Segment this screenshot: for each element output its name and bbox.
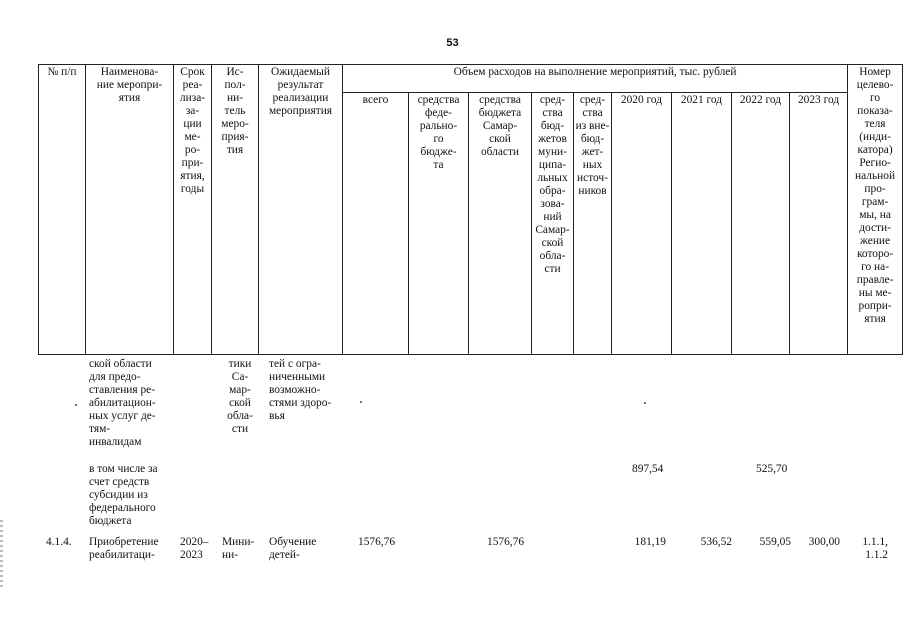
table-header bbox=[38, 64, 903, 355]
row-executor: Мини- ни- bbox=[222, 536, 255, 561]
subsidy-row-2020: 897,54 bbox=[632, 463, 664, 475]
header-term: Срок реа- лиза- за- ции ме- ро- при- ятия, годы bbox=[174, 65, 212, 355]
scan-speck bbox=[644, 402, 646, 404]
header-total: всего bbox=[343, 93, 409, 355]
header-municipal: сред- ства бюд- жетов муни- ципа- льных обра- зова- ний Самар- ской обла- сти bbox=[532, 93, 574, 355]
header-2022: 2022 год bbox=[732, 93, 790, 355]
header-regional: средства бюджета Самар- ской области bbox=[469, 93, 532, 355]
continuation-executor: тики Са- мар- ской обла- сти bbox=[227, 358, 253, 435]
row-term: 2020– 2023 bbox=[180, 536, 209, 561]
header-result: Ожидаемый результат реализации мероприятия bbox=[259, 65, 343, 355]
header-expenses: Объем расходов на выполнение мероприятий, тыс. рублей bbox=[343, 65, 848, 93]
row-2023: 300,00 bbox=[808, 536, 840, 548]
header-indicator: Номер целево- го показа- теля (инди- катора) Регио- нальной про- грам- мы, на дости- жение которо- го на- правле- ны ме- ропри- ятия bbox=[848, 65, 903, 355]
row-total: 1576,76 bbox=[358, 536, 396, 548]
header-federal: средства феде- рально- го бюдже- та bbox=[409, 93, 469, 355]
header-number: № п/п bbox=[39, 65, 86, 355]
header-executor: Ис- пол- ни- тель меро- прия- тия bbox=[212, 65, 259, 355]
header-2021: 2021 год bbox=[672, 93, 732, 355]
header-name: Наименова- ние меропри- ятия bbox=[86, 65, 174, 355]
row-regional: 1576,76 bbox=[487, 536, 525, 548]
subsidy-row-2022: 525,70 bbox=[756, 463, 788, 475]
row-2022: 559,05 bbox=[759, 536, 791, 548]
row-2021: 536,52 bbox=[700, 536, 732, 548]
scan-speck bbox=[360, 401, 362, 403]
row-name: Приобретение реабилитаци- bbox=[89, 536, 159, 561]
page-number: 53 bbox=[446, 37, 459, 49]
continuation-name: ской области для предо- ставления ре- абилитацион- ных услуг де- тям- инвалидам bbox=[89, 358, 156, 448]
subsidy-row-name: в том числе за счет средств субсидии из федерального бюджета bbox=[89, 463, 158, 527]
header-2023: 2023 год bbox=[790, 93, 848, 355]
row-2020: 181,19 bbox=[634, 536, 666, 548]
header-2020: 2020 год bbox=[612, 93, 672, 355]
scan-speck bbox=[75, 404, 77, 406]
scan-edge-artifact bbox=[0, 520, 3, 590]
row-result: Обучение детей- bbox=[269, 536, 317, 561]
header-extrabudget: сред- ства из вне- бюд- жет- ных источ- ников bbox=[574, 93, 612, 355]
row-indicator: 1.1.1, 1.1.2 bbox=[862, 536, 888, 561]
row-number: 4.1.4. bbox=[46, 536, 72, 548]
continuation-result: тей с огра- ниченными возможно- стями здоро- вья bbox=[269, 358, 332, 422]
